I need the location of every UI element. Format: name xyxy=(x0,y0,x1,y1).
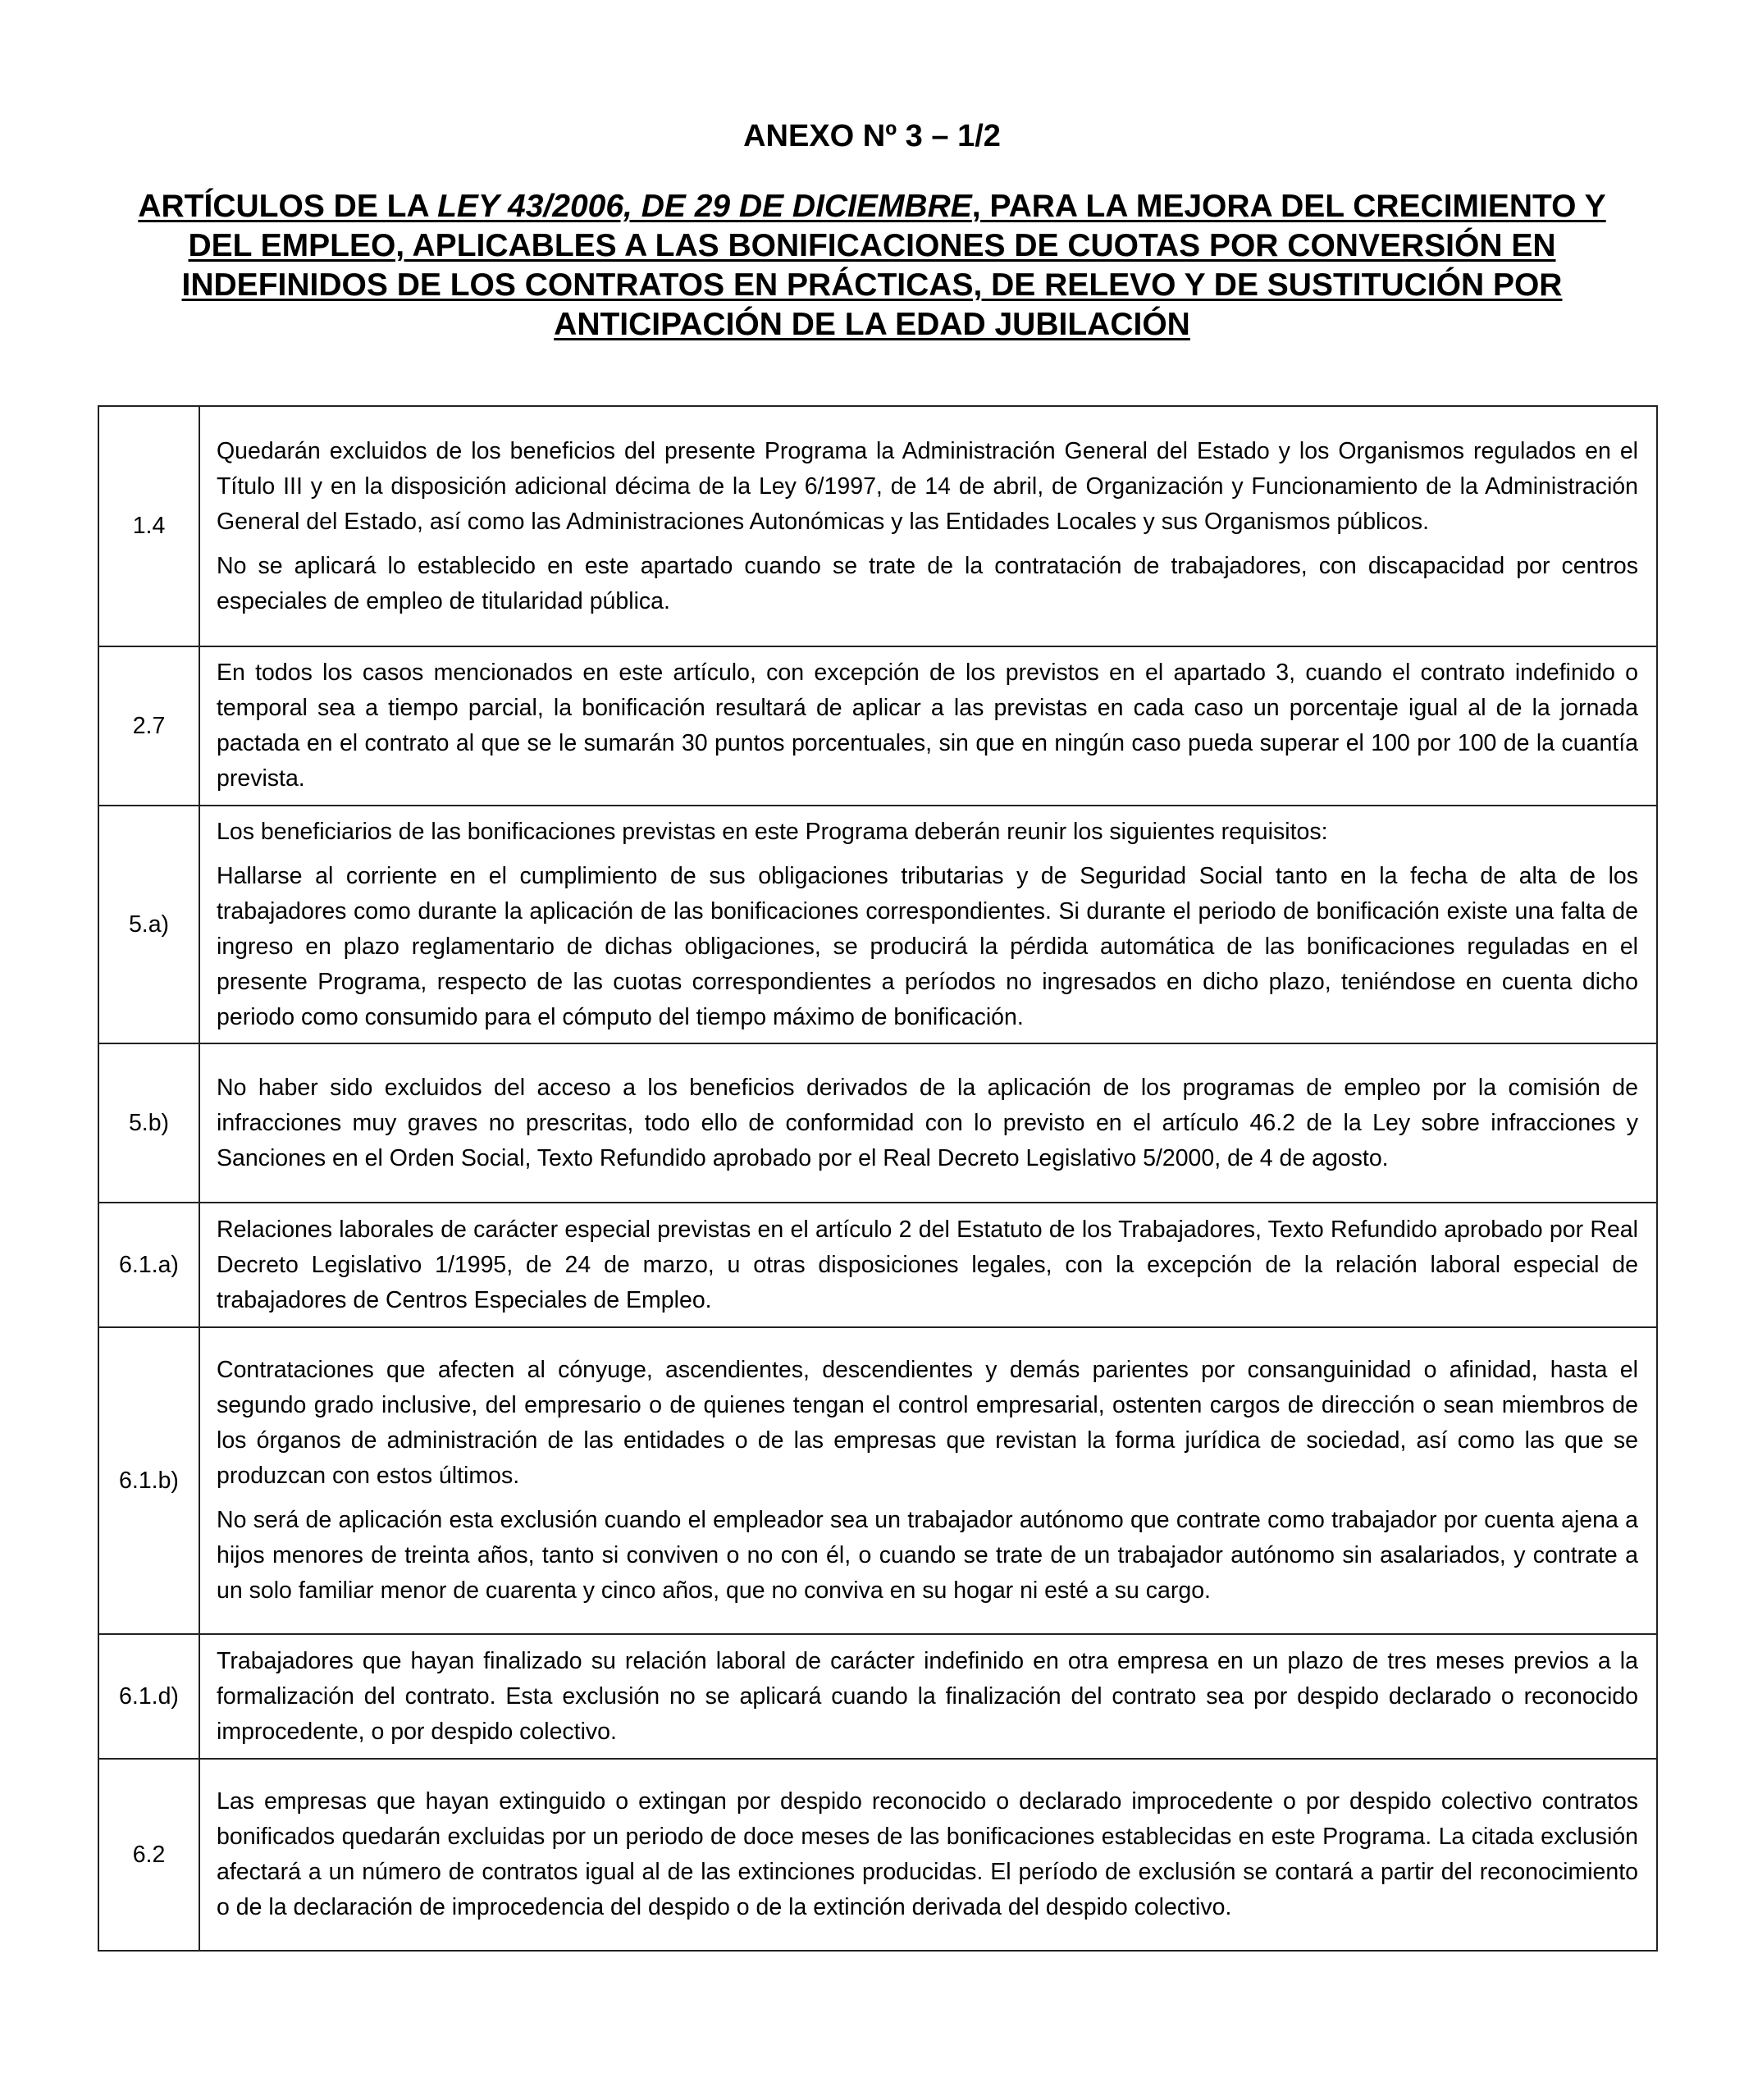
table-row xyxy=(98,1634,1657,1759)
paragraph: En todos los casos mencionados en este artículo, con excepción de los previstos en el apartado 3, cuando el contrato indefinido o temporal sea a tiempo parcial, la bonificación resultará de aplicar a las previstas en cada caso un porcentaje igual al de la jornada pactada en el contrato al que se le sumarán 30 puntos porcentuales, sin que en ningún caso pueda superar el 100 por 100 de la cuantía prevista. xyxy=(217,660,1638,792)
document-title xyxy=(123,187,1621,345)
paragraph: No haber sido excluidos del acceso a los beneficios derivados de la aplicación de los programas de empleo por la comisión de infracciones muy graves no prescritas, todo ello de conformidad con lo previsto en el artículo 46.2 de la Ley sobre infracciones y Sanciones en el Orden Social, Texto Refundido aprobado por el Real Decreto Legislativo 5/2000, de 4 de agosto. xyxy=(217,1074,1638,1171)
article-reference: 2.7 xyxy=(98,646,199,806)
article-text xyxy=(199,1043,1657,1203)
paragraph: Hallarse al corriente en el cumplimiento de sus obligaciones tributarias y de Seguridad Social tanto en la fecha de alta de los trabajadores como durante la aplicación de las bonificaciones correspondientes. Si durante el periodo de bonificación existe una falta de ingreso en plazo reglamentario de dichas obligaciones, se producirá la pérdida automática de las bonificaciones reguladas en el presente Programa, respecto de las cuotas correspondientes a períodos no ingresados en dicho plazo, teniéndose en cuenta dicho periodo como consumido para el cómputo del tiempo máximo de bonificación. xyxy=(217,862,1638,1030)
article-text xyxy=(199,806,1657,1043)
paragraph: Contrataciones que afecten al cónyuge, ascendientes, descendientes y demás parientes por consanguinidad o afinidad, hasta el segundo grado inclusive, del empresario o de quienes tengan el control empresarial, ostenten cargos de dirección o sean miembros de los órganos de administración de las entidades o de las empresas que revistan la forma jurídica de sociedad, así como las que se produzcan con estos últimos. xyxy=(217,1357,1638,1489)
paragraph: Quedarán excluidos de los beneficios del presente Programa la Administración General del Estado y los Organismos regulados en el Título III y en la disposición adicional décima de la Ley 6/1997, de 14 de abril, de Organización y Funcionamiento de la Administración General del Estado, así como las Administraciones Autonómicas y las Entidades Locales y sus Organismos públicos. xyxy=(217,437,1638,535)
table-row xyxy=(98,1327,1657,1634)
table-row xyxy=(98,1759,1657,1951)
paragraph: No será de aplicación esta exclusión cuando el empleador sea un trabajador autónomo que contrate como trabajador por cuenta ajena a hijos menores de treinta años, tanto si conviven o no con él, o cuando se trate de un trabajador autónomo sin asalariados, y contrate a un solo familiar menor de cuarenta y cinco años, que no conviva en su hogar ni esté a su cargo. xyxy=(217,1507,1638,1604)
annex-title: ANEXO Nº 3 – 1/2 xyxy=(743,119,1001,153)
title-law-reference: LEY 43/2006, DE 29 DE DICIEMBRE xyxy=(437,189,972,224)
article-reference: 5.b) xyxy=(98,1043,199,1203)
article-reference: 6.1.b) xyxy=(98,1327,199,1634)
article-text xyxy=(199,406,1657,646)
article-text xyxy=(199,1203,1657,1327)
table-row xyxy=(98,806,1657,1043)
paragraph: Relaciones laborales de carácter especial previstas en el artículo 2 del Estatuto de los Trabajadores, Texto Refundido aprobado por Real Decreto Legislativo 1/1995, de 24 de marzo, u otras disposiciones legales, con la excepción de la relación laboral especial de trabajadores de Centros Especiales de Empleo. xyxy=(217,1216,1638,1313)
article-reference: 6.1.d) xyxy=(98,1634,199,1759)
article-reference: 6.2 xyxy=(98,1759,199,1951)
paragraph: Las empresas que hayan extinguido o extingan por despido reconocido o declarado improcedente o por despido colectivo contratos bonificados quedarán excluidas por un periodo de doce meses de las bonificaciones establecidas en este Programa. La citada exclusión afectará a un número de contratos igual al de las extinciones producidas. El período de exclusión se contará a partir del reconocimiento o de la declaración de improcedencia del despido o de la extinción derivada del despido colectivo. xyxy=(217,1788,1638,1920)
paragraph: Los beneficiarios de las bonificaciones previstas en este Programa deberán reunir los siguientes requisitos: xyxy=(217,818,1328,845)
title-part-2: , PARA LA MEJORA DEL CRECIMIENTO Y DEL EMPLEO, APLICABLES A LAS BONIFICACIONES DE CUOTAS POR CONVERSIÓN EN INDEFINIDOS DE LOS CONTRATOS EN PRÁCTICAS, DE RELEVO Y DE SUSTITUCIÓN POR ANTICIPACIÓN DE LA EDAD JUBILACIÓN xyxy=(181,189,1606,342)
table-row xyxy=(98,406,1657,646)
article-text xyxy=(199,1634,1657,1759)
article-reference: 5.a) xyxy=(98,806,199,1043)
article-text xyxy=(199,1759,1657,1951)
articles-table xyxy=(98,405,1658,1952)
article-text xyxy=(199,1327,1657,1634)
table-row xyxy=(98,1203,1657,1327)
article-reference: 6.1.a) xyxy=(98,1203,199,1327)
paragraph: No se aplicará lo establecido en este apartado cuando se trate de la contratación de trabajadores, con discapacidad por centros especiales de empleo de titularidad pública. xyxy=(217,552,1638,614)
table-row xyxy=(98,646,1657,806)
table-row xyxy=(98,1043,1657,1203)
paragraph: Trabajadores que hayan finalizado su relación laboral de carácter indefinido en otra empresa en un plazo de tres meses previos a la formalización del contrato. Esta exclusión no se aplicará cuando la finalización del contrato sea por despido declarado o reconocido improcedente, o por despido colectivo. xyxy=(217,1647,1638,1745)
article-reference: 1.4 xyxy=(98,406,199,646)
title-part-1: ARTÍCULOS DE LA xyxy=(138,189,438,224)
article-text xyxy=(199,646,1657,806)
